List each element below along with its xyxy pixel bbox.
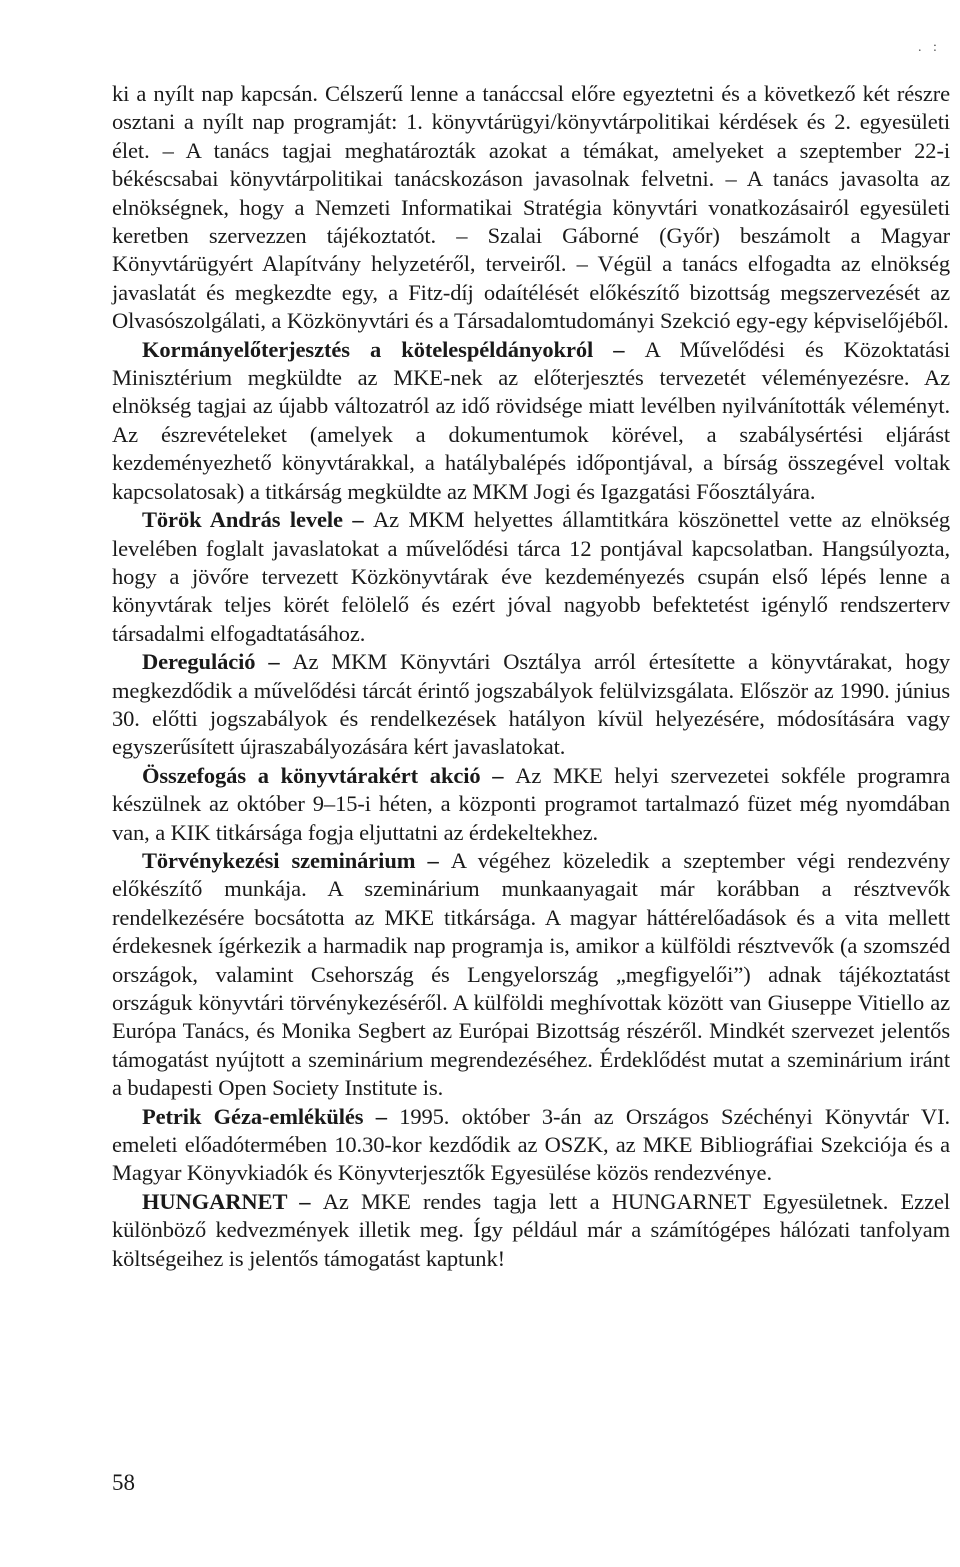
news-item — [112, 762, 950, 847]
news-item — [112, 336, 950, 506]
news-item-separator: – — [342, 507, 373, 533]
news-item — [112, 648, 950, 762]
corner-marks: . : — [918, 40, 941, 55]
page-text-column — [112, 80, 950, 1273]
news-item-body: A végéhez közeledik a szeptember végi rendezvény előkészítő munkája. A szeminárium munkaanyagait már korábban a résztvevők rendelkezésére bocsátotta az MKE titkársága. A magyar háttérelőadások és a vita mellett érdekesnek ígérkezik a harmadik nap programja is, amikor a külföldi résztvevők (a szomszéd országok, valamint Csehország és Lengyelország „megfigyelői”) adnak tájékoztatást országuk könyvtári törvénykezéséről. A külföldi meghívottak között van Giuseppe Vitiello az Európa Tanács, és Monika Segbert az Európai Bizottság részéről. Mindkét szervezet jelentős támogatást nyújtott a szeminárium megrendezéséhez. Érdeklődést mutat a szeminárium iránt a budapesti Open Society Institute is. — [112, 847, 950, 1101]
news-item-separator: – — [255, 649, 293, 675]
news-item-separator: – — [593, 336, 645, 362]
news-item-body: Az MKE helyi szervezetei sokféle programra készülnek az október 9–15-i héten, a központi programot tartalmazó füzet még nyomdában van, a KIK titkársága fogja eljuttatni az érdekeltekhez. — [112, 762, 951, 845]
news-item-heading: Dereguláció — [142, 649, 256, 675]
news-item-heading: HUNGARNET — [142, 1188, 287, 1214]
news-item-body: Az MKM Könyvtári Osztálya arról értesítette a könyvtárakat, hogy megkezdődik a művelődési tárcát érintő jogszabályok felülvizsgálata. Először az 1990. június 30. előtti jogszabályok és rendelkezések hatályon kívül helyezésére, módosítására vagy egyszerűsített újraszabályozására kért javaslatokat. — [112, 649, 950, 760]
news-item-body: 1995. október 3-án az Országos Széchényi Könyvtár VI. emeleti előadótermében 10.30-kor kezdődik az OSZK, az MKE Bibliográfiai Szekciója és a Magyar Könyvkiadók és Könyvterjesztők Egyesülése közös rendezvénye. — [112, 1103, 950, 1186]
news-item-body: A Művelődési és Közoktatási Minisztérium megküldte az MKE-nek az előterjesztés tervezetét véleményezésre. Az elnökség tagjai az újabb változatról az idő rövidsége miatt levélben nyilvánították véleményt. Az észrevételeket (amelyek a dokumentumok körével, a szabálysértési eljárást kezdeményezhető könyvtárakkal, a hatálybalépés időpontjával, a bírság összegével voltak kapcsolatosak) a titkárság megküldte az MKM Jogi és Igazgatási Főosztályára. — [112, 336, 950, 504]
news-item — [112, 847, 950, 1103]
news-item-heading: Török András levele — [142, 507, 343, 533]
news-item — [112, 1103, 950, 1188]
news-sections — [112, 336, 950, 1273]
intro-paragraph: ki a nyílt nap kapcsán. Célszerű lenne a tanáccsal előre egyeztetni és a következő két részre osztani a nyílt nap programját: 1. könyvtárügyi/könyvtárpolitikai kérdések és 2. egyesületi élet. – A tanács tagjai meghatározták azokat a témákat, amelyeket a szeptember 22-i békéscsabai könyvtárpolitikai tanácskozáson javasolnak felvetni. – A tanács javasolta az elnökségnek, hogy a Nemzeti Informatikai Stratégia könyvtári vonatkozásairól egyesületi keretben szervezzen tájékoztatót. – Szalai Gáborné (Győr) beszámolt a Magyar Könyvtárügyért Alapítvány helyzetéről, terveiről. – Végül a tanács elfogadta az elnökség javaslatát és megkezdte egy, a Fitz-díj odaítélését előkészítő bizottság megszervezését az Olvasószolgálati, a Közkönyvtári és a Társadalomtudományi Szekció egy-egy képviselőjéből. — [112, 81, 950, 334]
news-item-heading: Kormányelőterjesztés a kötelespéldányokról — [142, 336, 594, 362]
news-item-body: Az MKE rendes tagja lett a HUNGARNET Egyesületnek. Ezzel különböző kedvezmények illetik meg. Így például már a számítógépes hálózati tanfolyam költségeihez is jelentős támogatást kaptunk! — [112, 1188, 950, 1271]
news-item-separator: – — [480, 762, 516, 788]
news-item-heading: Törvénykezési szeminárium — [142, 847, 416, 873]
news-item-body: Az MKM helyettes államtitkára köszönettel vette az elnökség levelében foglalt javaslatokat a művelődési tárca 12 pontjával kapcsolatban. Hangsúlyozta, hogy a jövőre tervezett Közkönyvtárak éve kezdeményezés csupán első lépés lenne a könyvtárak teljes körét felölelő és ezért jóval nagyobb befektetést igénylő rendszerterv társadalmi elfogadtatásához. — [112, 507, 950, 646]
news-item-heading: Összefogás a könyvtárakért akció — [142, 762, 481, 788]
news-item-separator: – — [363, 1103, 400, 1129]
news-item — [112, 1188, 950, 1273]
news-item-separator: – — [415, 847, 451, 873]
page-number: 58 — [112, 1470, 135, 1495]
news-item-heading: Petrik Géza-emlékülés — [142, 1103, 364, 1129]
news-item-separator: – — [286, 1188, 323, 1214]
news-item — [112, 506, 950, 648]
